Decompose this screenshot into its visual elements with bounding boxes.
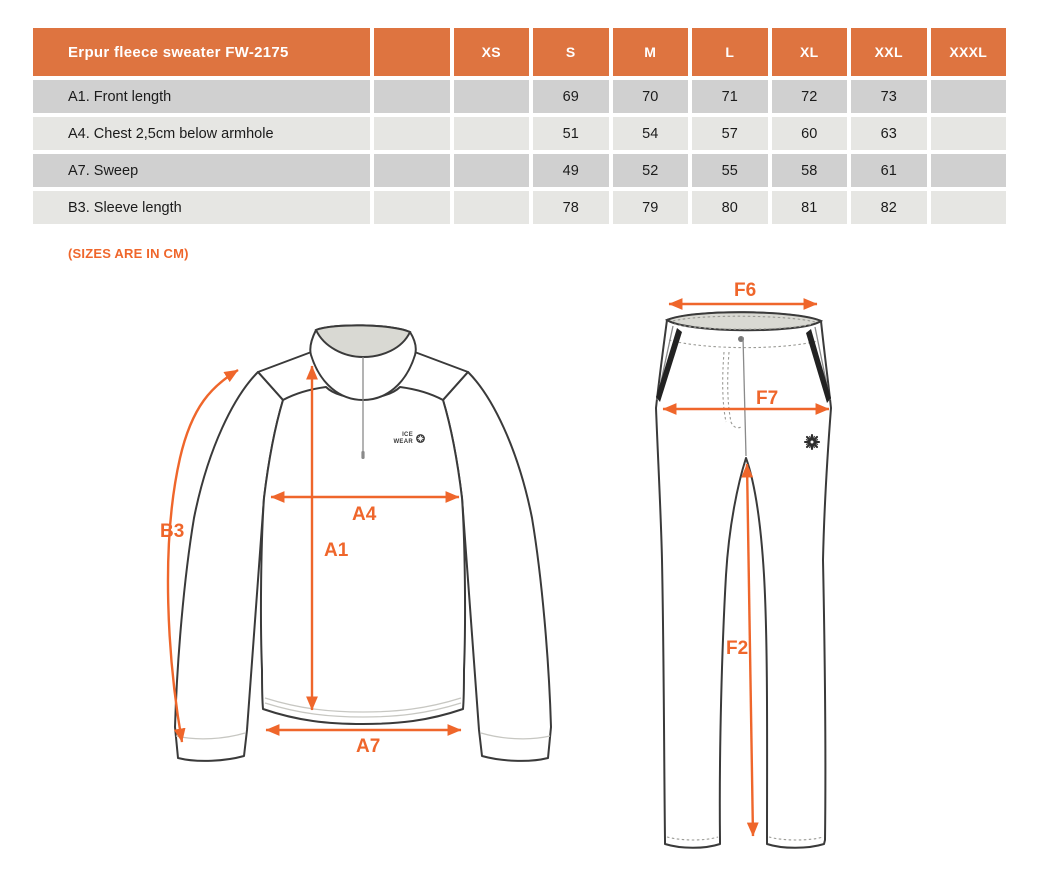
value-cell — [931, 80, 1007, 113]
value-cell — [931, 154, 1007, 187]
value-cell: 57 — [692, 117, 768, 150]
value-cell — [454, 80, 530, 113]
value-cell — [454, 117, 530, 150]
size-table — [33, 28, 1006, 224]
value-cell: 80 — [692, 191, 768, 224]
value-cell — [931, 117, 1007, 150]
value-cell: 71 — [692, 80, 768, 113]
snowflake-icon — [416, 434, 425, 443]
value-cell: 70 — [613, 80, 689, 113]
value-cell: 81 — [772, 191, 848, 224]
value-cell: 58 — [772, 154, 848, 187]
col-header-blank — [374, 28, 450, 76]
measure-label-f2: F2 — [726, 638, 749, 659]
value-cell — [374, 154, 450, 187]
row-label: A4. Chest 2,5cm below armhole — [33, 117, 370, 150]
value-cell — [931, 191, 1007, 224]
pants-waistband — [667, 312, 821, 330]
row-label: A1. Front length — [33, 80, 370, 113]
value-cell — [374, 80, 450, 113]
row-label: B3. Sleeve length — [33, 191, 370, 224]
sweater-diagram — [130, 290, 590, 780]
value-cell: 63 — [851, 117, 927, 150]
col-header-xxl: XXL — [851, 28, 927, 76]
value-cell: 72 — [772, 80, 848, 113]
col-header-xxxl: XXXL — [931, 28, 1007, 76]
measure-label-a7: A7 — [356, 736, 381, 757]
measure-label-f6: F6 — [734, 280, 757, 301]
col-header-xs: XS — [454, 28, 530, 76]
value-cell: 51 — [533, 117, 609, 150]
value-cell: 61 — [851, 154, 927, 187]
measure-label-b3: B3 — [160, 521, 185, 542]
measure-label-a4: A4 — [352, 504, 377, 525]
value-cell: 82 — [851, 191, 927, 224]
sweater-logo-line1: ICE — [402, 432, 413, 438]
row-label: A7. Sweep — [33, 154, 370, 187]
col-header-m: M — [613, 28, 689, 76]
table-title: Erpur fleece sweater FW-2175 — [33, 28, 370, 76]
col-header-s: S — [533, 28, 609, 76]
value-cell: 52 — [613, 154, 689, 187]
col-header-l: L — [692, 28, 768, 76]
value-cell: 79 — [613, 191, 689, 224]
value-cell — [374, 117, 450, 150]
pants-body — [656, 312, 831, 848]
measure-label-f7: F7 — [756, 388, 779, 409]
value-cell: 69 — [533, 80, 609, 113]
value-cell: 78 — [533, 191, 609, 224]
snowflake-icon — [804, 434, 820, 450]
value-cell — [454, 154, 530, 187]
measure-label-a1: A1 — [324, 540, 349, 561]
value-cell: 73 — [851, 80, 927, 113]
sizes-note: (SIZES ARE IN CM) — [68, 246, 189, 261]
col-header-xl: XL — [772, 28, 848, 76]
value-cell: 60 — [772, 117, 848, 150]
sweater-logo-line2: WEAR — [393, 439, 413, 445]
value-cell: 54 — [613, 117, 689, 150]
pants-diagram — [610, 280, 910, 880]
value-cell — [454, 191, 530, 224]
value-cell: 55 — [692, 154, 768, 187]
value-cell — [374, 191, 450, 224]
value-cell: 49 — [533, 154, 609, 187]
